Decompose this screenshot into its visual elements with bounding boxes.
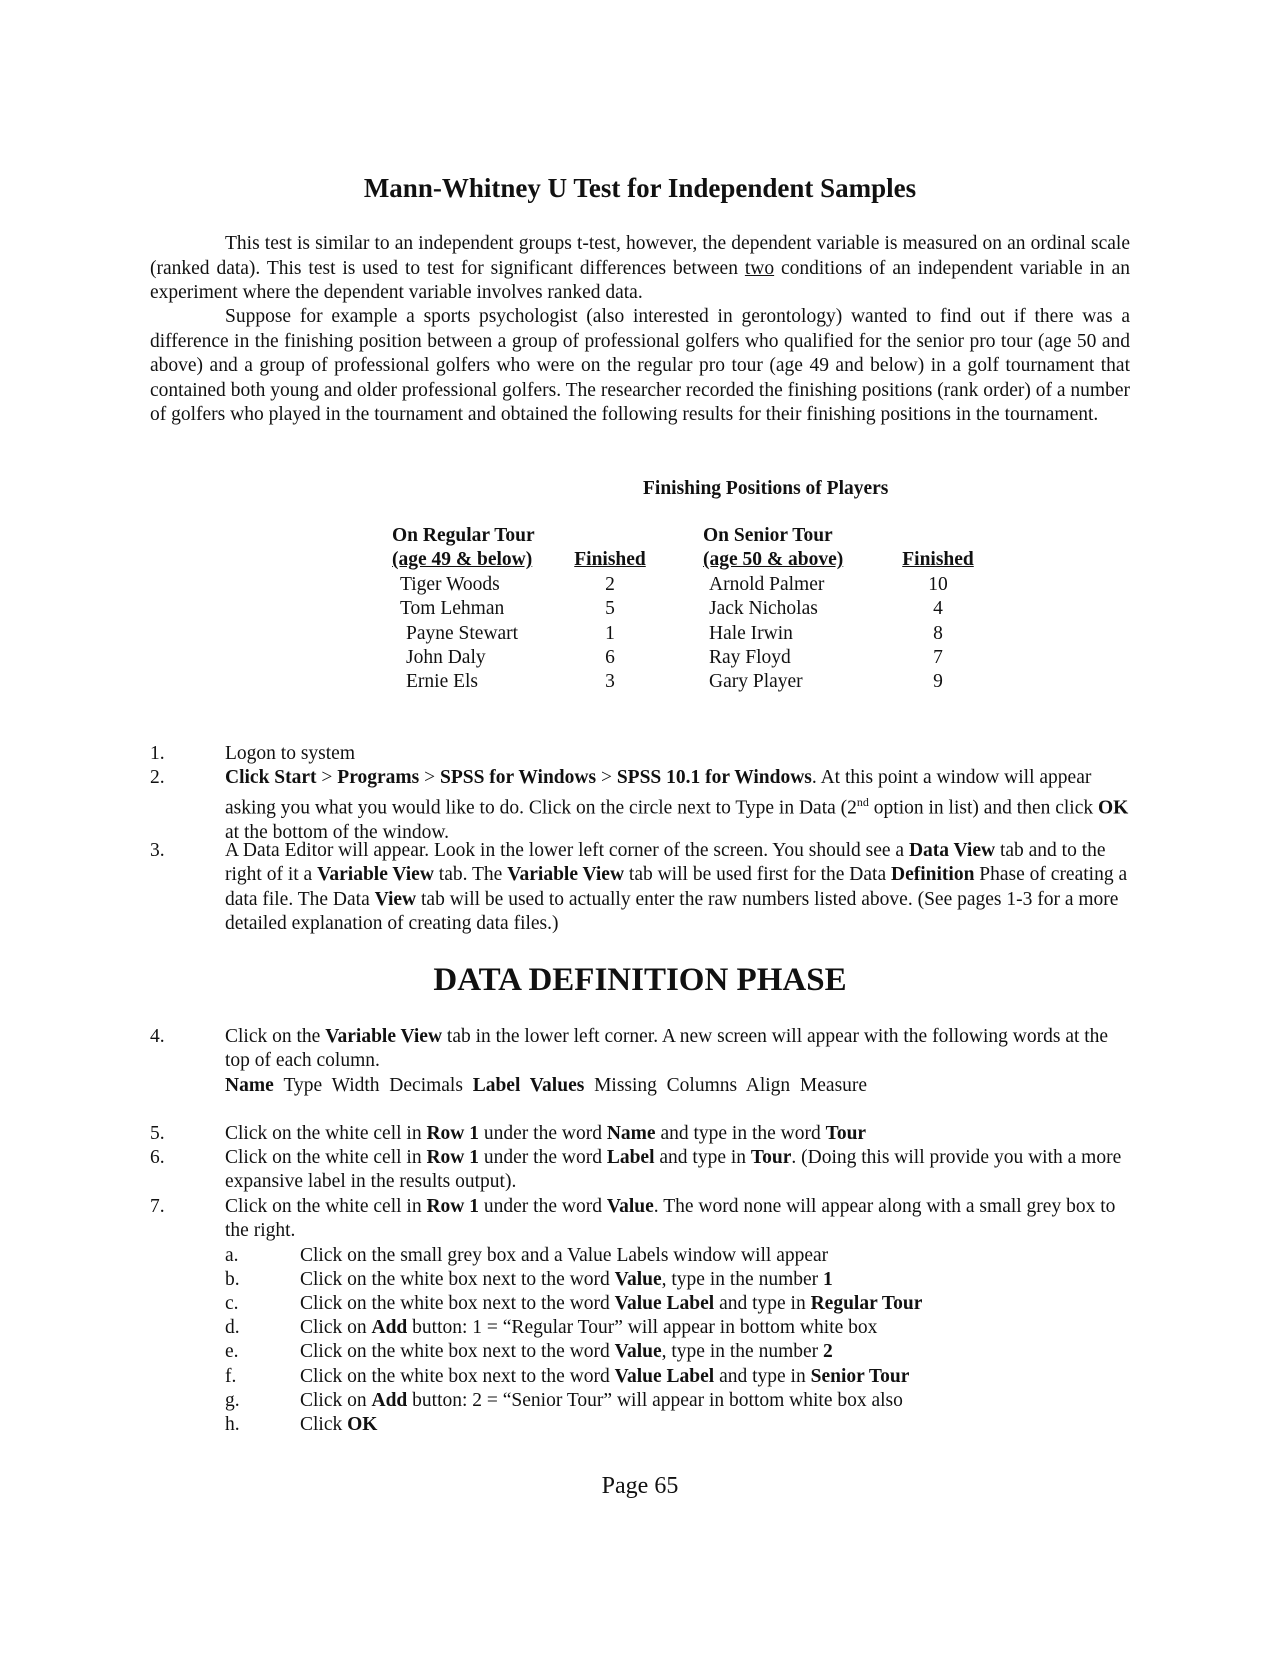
intro-paragraph-2: [150, 305, 1130, 428]
senior-tour-column: [703, 524, 843, 695]
substep-letter: d.: [225, 1317, 240, 1338]
player-name: Payne Stewart: [406, 622, 519, 644]
player-name: Hale Irwin: [709, 622, 793, 644]
intro-text: Suppose for example a sports psychologist (also interested in gerontology) wanted to find out if there was a difference in the finishing position between a group of professional golfers who qualified for the senior pro tour (age 50 and above) and a group of professional golfers who were on the regular pro tour (age 49 and below) in a golf tournament that contained both young and older professional golfers. The researcher recorded the finishing positions (rank order) of a number of golfers who played in the tournament and obtained the following results for their finishing positions in the tournament.: [150, 306, 1130, 425]
player-name: Arnold Palmer: [709, 573, 825, 595]
substep-letter: f.: [225, 1366, 237, 1387]
intro-paragraph-1: [150, 232, 1130, 306]
step-number: 1.: [150, 743, 165, 764]
section-heading: DATA DEFINITION PHASE: [433, 962, 847, 998]
substep-letter: h.: [225, 1414, 240, 1435]
substep-text: Click on the white box next to the word Value Label and type in Senior Tour: [300, 1366, 910, 1387]
step-number: 5.: [150, 1123, 165, 1144]
step-number: 3.: [150, 840, 165, 861]
page-number: Page 65: [601, 1473, 679, 1499]
finish-position: 3: [605, 671, 615, 693]
player-name: Ernie Els: [406, 671, 479, 693]
finish-position: 6: [605, 647, 615, 669]
step-number: 7.: [150, 1196, 165, 1217]
step-text: Click on the white cell in Row 1 under the word Name and type in the word Tour: [225, 1123, 867, 1144]
player-name: Ray Floyd: [709, 647, 791, 669]
intro-underlined-word: two: [744, 257, 775, 279]
finish-position: 9: [933, 671, 943, 693]
finished-header: Finished: [902, 549, 974, 571]
finish-position: 2: [605, 573, 615, 595]
regular-finished-column: [572, 524, 648, 695]
senior-subheader: (age 50 & above): [703, 549, 844, 571]
step-text: Logon to system: [225, 743, 355, 764]
finish-position: 1: [605, 622, 615, 644]
regular-tour-column: [392, 524, 535, 695]
intro-text: This test is similar to an independent groups t-test, however, the dependent variable is measured on an ordinal scale (ranked data). This test is used to test for significant differences between: [150, 233, 1130, 279]
substep-text: Click on the small grey box and a Value Labels window will appear: [300, 1245, 829, 1266]
substep-letter: c.: [225, 1293, 239, 1314]
step-number: 4.: [150, 1026, 165, 1047]
player-name: Tom Lehman: [400, 598, 505, 620]
table-caption: Finishing Positions of Players: [643, 478, 889, 499]
finish-position: 7: [933, 647, 943, 669]
step-text: Click on the white cell in Row 1 under the word Label and type in Tour. (Doing this will provide you with a more expansive label in the results output).: [225, 1147, 1122, 1193]
substep-letter: g.: [225, 1390, 240, 1411]
substep-text: Click on the white box next to the word Value Label and type in Regular Tour: [300, 1293, 923, 1314]
substep-letter: a.: [225, 1245, 239, 1266]
substep-text: Click on Add button: 2 = “Senior Tour” will appear in bottom white box also: [300, 1390, 903, 1411]
finish-position: 4: [933, 598, 943, 620]
intro-text: conditions of an independent variable in an experiment where the dependent variable involves ranked data.: [150, 257, 1130, 303]
step-number: 2.: [150, 767, 165, 788]
substep-text: Click on the white box next to the word Value, type in the number 2: [300, 1341, 833, 1362]
step-text: A Data Editor will appear. Look in the lower left corner of the screen. You should see a Data View tab and to the right of it a Variable View tab. The Variable View tab will be used first for the Data Definition Phase of creating a data file. The Data View tab will be used to actually enter the raw numbers listed above. (See pages 1-3 for a more detailed explanation of creating data files.): [225, 840, 1128, 935]
substep-text: Click OK: [300, 1414, 378, 1435]
substep-letter: b.: [225, 1269, 240, 1290]
substep-letter: e.: [225, 1341, 239, 1362]
senior-finished-column: [898, 524, 978, 695]
finish-position: 8: [933, 622, 943, 644]
step-text: Click on the Variable View tab in the lower left corner. A new screen will appear with the following words at the top of each column. Name Type Width Decimals Label Values Missing Columns Align Measure: [225, 1026, 1109, 1096]
step-number: 6.: [150, 1147, 165, 1168]
senior-header: On Senior Tour: [703, 525, 833, 546]
finish-position: 5: [605, 598, 615, 620]
step-text: Click on the white cell in Row 1 under the word Value. The word none will appear along with a small grey box to the right.: [225, 1196, 1116, 1242]
page-title: Mann-Whitney U Test for Independent Samples: [363, 173, 917, 203]
substep-text: Click on Add button: 1 = “Regular Tour” will appear in bottom white box: [300, 1317, 878, 1338]
player-name: John Daly: [406, 647, 486, 669]
regular-header: On Regular Tour: [392, 525, 535, 546]
finish-position: 10: [928, 573, 948, 595]
regular-subheader: (age 49 & below): [392, 549, 533, 571]
finished-header: Finished: [574, 549, 646, 571]
substep-text: Click on the white box next to the word Value, type in the number 1: [300, 1269, 833, 1290]
player-name: Tiger Woods: [400, 573, 500, 595]
player-name: Gary Player: [709, 671, 803, 693]
step-text: Click Start > Programs > SPSS for Windows > SPSS 10.1 for Windows. At this point a window will appear asking you what you would like to do. Click on the circle next to Type in Data (2nd option in list) and then click OK at the bottom of the window.: [225, 767, 1129, 844]
player-name: Jack Nicholas: [709, 598, 818, 620]
